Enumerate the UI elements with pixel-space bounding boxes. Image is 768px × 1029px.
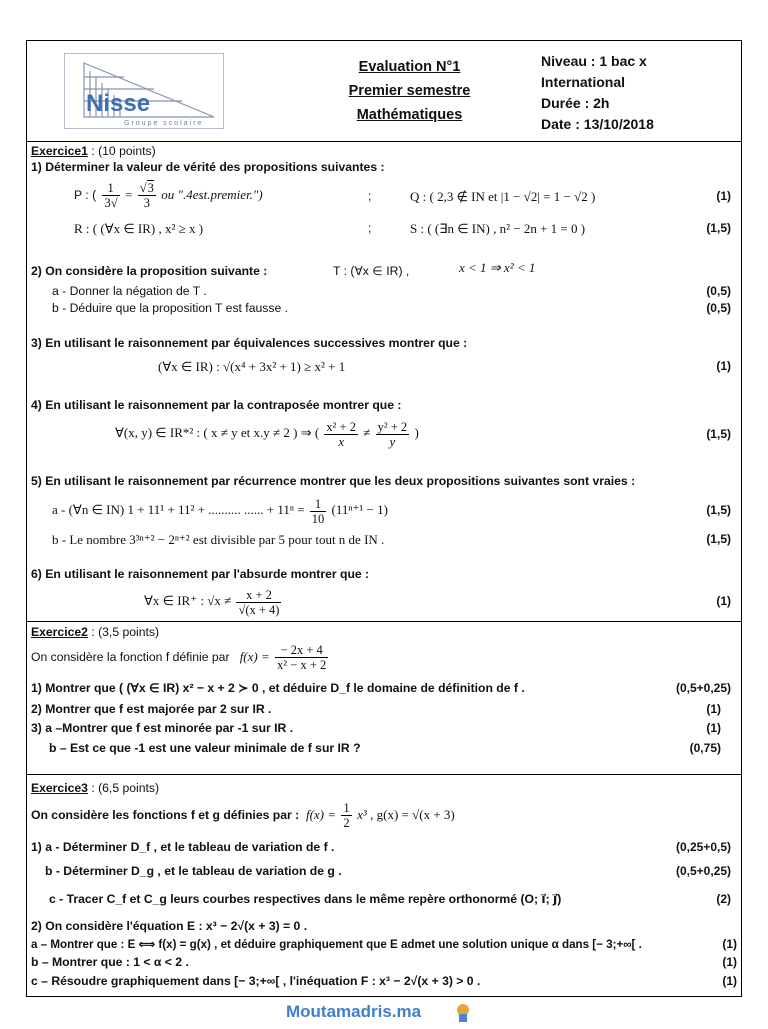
- ex1-q3-text: 3) En utilisant le raisonnement par équivalences successives montrer que :: [31, 336, 468, 350]
- exam-date: Date : 13/10/2018: [541, 116, 654, 132]
- ex1-q5a: a - (∀n ∈ IN) 1 + 11¹ + 11² + .......... ...... + 11ⁿ = $\frac{1}{10}$ (11ⁿ⁺¹ − 1): [52, 496, 388, 526]
- ex3-q2a: a – Montrer que : E ⟺ f(x) = g(x) , et déduire graphiquement que E admet une solution unique α dans [− 3;+∞[ .: [31, 938, 642, 951]
- ex3-q2c-points: (1): [722, 974, 737, 988]
- ex1-prop-s: S : ( (∃n ∈ IN) , n² − 2n + 1 = 0 ): [410, 221, 586, 236]
- ex1-q2-expr: x < 1 ⇒ x² < 1: [459, 260, 536, 275]
- ex1-prop-q: Q : ( 2,3 ∉ IN et |1 − √2| = 1 − √2 ): [410, 189, 596, 204]
- site-watermark: [282, 998, 482, 1024]
- exam-semester: Premier semestre: [348, 83, 471, 99]
- exam-level: Niveau : 1 bac x: [541, 53, 647, 69]
- exam-sheet: [26, 40, 742, 997]
- ex1-q2-text: 2) On considère la proposition suivante :: [31, 264, 268, 278]
- ex3-q1a: 1) a - Déterminer D_f , et le tableau de variation de f .: [31, 840, 335, 854]
- ex1-q3-points: (1): [716, 359, 731, 373]
- ex1-prop-r: R : ( (∀x ∈ IR) , x² ≥ x ): [74, 221, 204, 236]
- ex3-q2c: c – Résoudre graphiquement dans [− 3;+∞[ , l'inéquation F : x³ − 2√(x + 3) > 0 .: [31, 974, 481, 988]
- ex1-q2b-points: (0,5): [706, 301, 731, 315]
- exercise-1: [27, 141, 741, 622]
- exam-level-cont: International: [541, 74, 626, 90]
- ex1-q5b-points: (1,5): [706, 532, 731, 546]
- school-logo: [64, 53, 224, 129]
- ex1-rs-points: (1,5): [706, 221, 731, 235]
- ex2-q3a: 3) a –Montrer que f est minorée par -1 sur IR .: [31, 721, 294, 735]
- ex1-q5-text: 5) En utilisant le raisonnement par récurrence montrer que les deux propositions suivantes sont vraies :: [31, 474, 636, 488]
- ex1-q-points: (1): [716, 189, 731, 203]
- exam-title: Evaluation N°1: [358, 59, 461, 75]
- ex3-q1c: c - Tracer C_f et C_g leurs courbes respectives dans le même repère orthonormé (O; i⃗; j⃗): [49, 892, 562, 906]
- ex1-q6-expr: ∀x ∈ IR⁺ : √x ≠ $\frac{x + 2}{√(x + 4)}$: [144, 587, 280, 617]
- ex1-q2-prop-t: T : (∀x ∈ IR) ,: [333, 264, 410, 278]
- ex1-prop-p: P : ( $\frac{1}{3√}$ = $\frac{√3}{3}$ ou ".4est.premier."): [74, 181, 263, 211]
- ex3-intro: On considère les fonctions f et g définies par : f(x) = $\frac{1}{2}$ x³ , g(x) = √(x + 3): [31, 801, 455, 831]
- exercise-2-heading: Exercice2 : (3,5 points): [31, 625, 160, 639]
- ex3-q1b-points: (0,5+0,25): [675, 864, 731, 878]
- ex1-semicolon-2: ;: [368, 221, 372, 235]
- exam-info-block: [541, 51, 741, 135]
- ex1-q5b: b - Le nombre 3³ⁿ⁺² − 2ⁿ⁺² est divisible par 5 pour tout n de IN .: [52, 532, 385, 547]
- ex3-q1c-points: (2): [716, 892, 731, 906]
- ex3-q2: 2) On considère l'équation E : x³ − 2√(x + 3) = 0 .: [31, 919, 308, 933]
- ex2-q3b-points: (0,75): [689, 741, 721, 755]
- ex1-q2b: b - Déduire que la proposition T est fausse .: [52, 301, 288, 315]
- exam-duration: Durée : 2h: [541, 95, 610, 111]
- ex1-q4-expr: ∀(x, y) ∈ IR*² : ( x ≠ y et x.y ≠ 2 ) ⇒ ( $\frac{\text{x² + 2}}{x}$ ≠ $\frac{\text{y² + 2}}{y}$ ): [115, 419, 419, 449]
- svg-text:Nisse: Nisse: [86, 90, 151, 117]
- ex2-intro: On considère la fonction f définie par f(x) = $\frac{- 2x + 4}{\text{x² − x + 2}}$: [31, 643, 327, 673]
- ex2-q3b: b – Est ce que -1 est une valeur minimale de f sur IR ?: [49, 741, 361, 755]
- ex1-q4-text: 4) En utilisant le raisonnement par la contraposée montrer que :: [31, 398, 402, 412]
- svg-text:Moutamadris.ma: Moutamadris.ma: [286, 1002, 422, 1021]
- ex3-q2b-points: (1): [722, 955, 737, 969]
- ex1-q2a-points: (0,5): [706, 284, 731, 298]
- svg-text:Groupe scolaire: Groupe scolaire: [124, 120, 204, 127]
- exam-header: [27, 41, 741, 142]
- ex1-q4-points: (1,5): [706, 427, 731, 441]
- ex3-q2a-points: (1): [722, 937, 737, 951]
- exercise-3-heading: Exercice3 : (6,5 points): [31, 781, 160, 795]
- exam-subject: Mathématiques: [356, 107, 463, 123]
- ex3-q1a-points: (0,25+0,5): [675, 840, 731, 854]
- ex1-semicolon-1: ;: [368, 189, 372, 203]
- ex1-q1-text: 1) Déterminer la valeur de vérité des propositions suivantes :: [31, 160, 385, 174]
- ex2-q1-points: (0,5+0,25): [675, 681, 731, 695]
- exam-title-block: [307, 55, 512, 127]
- ex2-q1: 1) Montrer que ( (∀x ∈ IR) x² − x + 2 ≻ 0 , et déduire D_f le domaine de définition de f .: [31, 681, 525, 695]
- exercise-3: [27, 775, 741, 998]
- ex3-q2b: b – Montrer que : 1 < α < 2 .: [31, 955, 189, 969]
- ex1-q2a: a - Donner la négation de T .: [52, 284, 207, 298]
- ex2-q2: 2) Montrer que f est majorée par 2 sur IR .: [31, 702, 272, 716]
- ex1-q6-points: (1): [716, 594, 731, 608]
- exercise-2: [27, 622, 741, 775]
- ex2-q3a-points: (1): [706, 721, 721, 735]
- ex2-q2-points: (1): [706, 702, 721, 716]
- ex1-q3-expr: (∀x ∈ IR) : √(x⁴ + 3x² + 1) ≥ x² + 1: [158, 359, 346, 374]
- ex3-q1b: b - Déterminer D_g , et le tableau de variation de g .: [45, 864, 342, 878]
- ex1-q5a-points: (1,5): [706, 503, 731, 517]
- ex1-q6-text: 6) En utilisant le raisonnement par l'absurde montrer que :: [31, 567, 370, 581]
- exercise-1-heading: Exercice1 : (10 points): [31, 144, 156, 158]
